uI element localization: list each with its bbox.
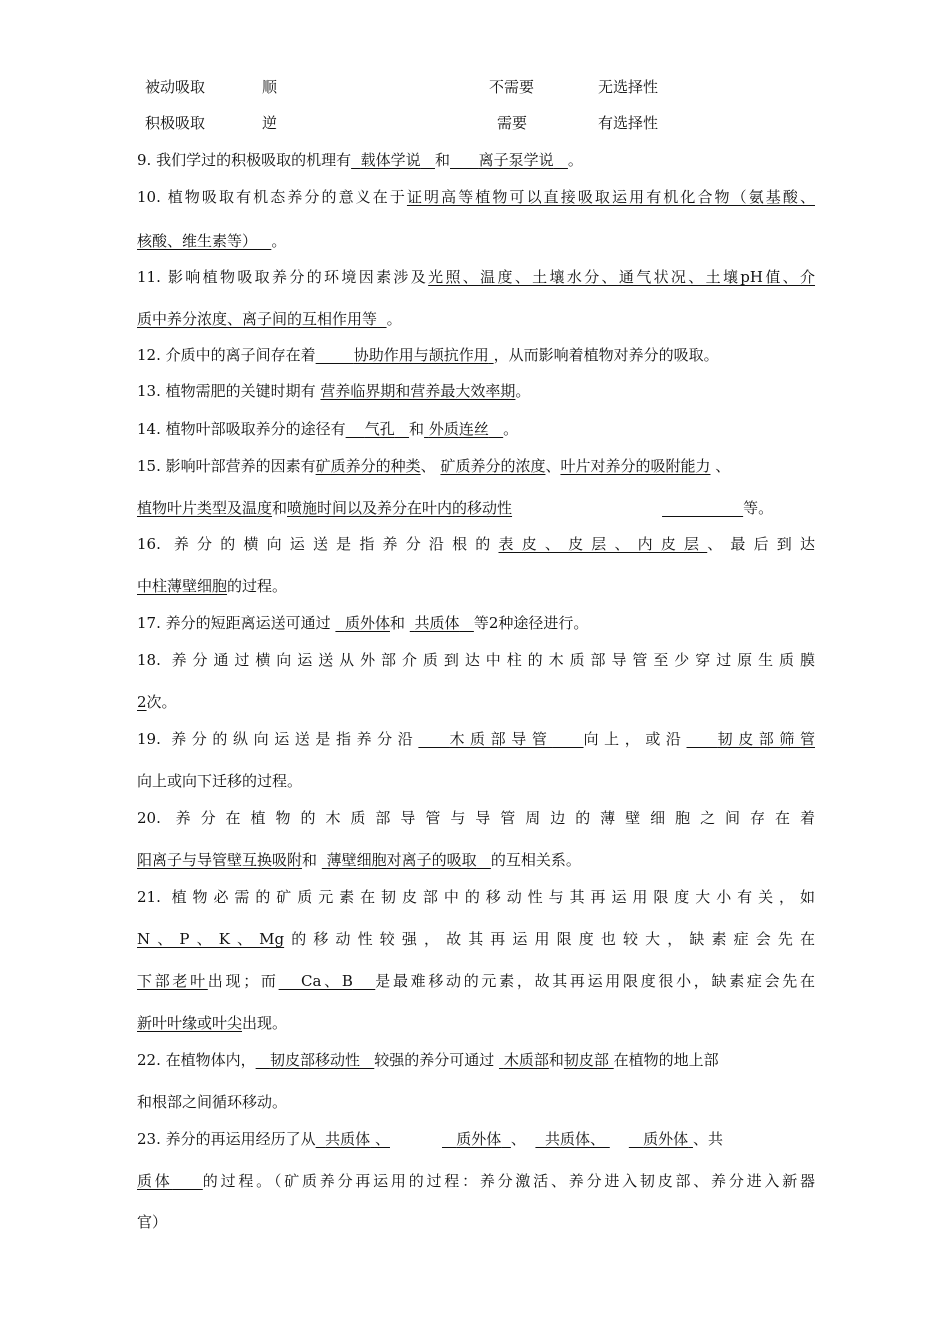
question-21-line-2: N、P、K、Mg的移动性较强，故其再运用限度也较大，缺素症会先在 [137, 930, 815, 948]
question-17: 17. 养分的短距离运送可通过 质外体和 共质体 等2种途径进行。 [137, 614, 589, 632]
question-23-line-1: 23. 养分的再运用经历了从 共质体 、 质外体 、 共质体、 质外体 、共 [137, 1130, 723, 1148]
question-10-line-1: 10. 植物吸取有机态养分的意义在于证明高等植物可以直接吸取运用有机化合物（氨基酸、 [137, 188, 815, 206]
selectivity: 无选择性 [598, 78, 659, 96]
question-19-line-1: 19. 养分的纵向运送是指养分沿 木质部导管 向上，或沿 韧皮部筛管 [137, 730, 815, 748]
question-19-line-2: 向上或向下迁移的过程。 [137, 772, 303, 790]
question-18-line-1: 18. 养分通过横向运送从外部介质到达中柱的木质部导管至少穿过原生质膜 [137, 651, 815, 669]
question-21-line-1: 21. 植物必需的矿质元素在韧皮部中的移动性与其再运用限度大小有关，如 [137, 888, 815, 906]
question-11-line-2: 质中养分浓度、离子间的互相作用等 。 [137, 310, 402, 328]
gradient-direction: 顺 [262, 78, 278, 96]
question-21-line-4: 新叶叶缘或叶尖出现。 [137, 1014, 288, 1032]
selectivity: 有选择性 [598, 114, 659, 132]
question-16-line-1: 16. 养分的横向运送是指养分沿根的表皮、皮层、内皮层、最后到达 [137, 535, 815, 553]
question-16-line-2: 中柱薄壁细胞的过程。 [137, 577, 288, 595]
question-22-line-2: 和根部之间循环移动。 [137, 1093, 288, 1111]
question-9: 9. 我们学过的积极吸取的机理有 载体学说 和 离子泵学说 。 [137, 151, 583, 169]
absorption-type: 积极吸取 [145, 114, 206, 132]
gradient-direction: 逆 [262, 114, 278, 132]
question-23-line-3: 官） [137, 1213, 168, 1231]
absorption-type: 被动吸取 [145, 78, 206, 96]
question-20-line-1: 20. 养分在植物的木质部导管与导管周边的薄壁细胞之间存在着 [137, 809, 815, 827]
question-14: 14. 植物叶部吸取养分的途径有 气孔 和 外质连丝 。 [137, 420, 519, 438]
energy-need: 不需要 [489, 78, 535, 96]
question-22-line-1: 22. 在植物体内， 韧皮部移动性 较强的养分可通过 木质部和韧皮部 在植物的地上部 [137, 1051, 719, 1069]
question-20-line-2: 阳离子与导管壁互换吸附和 薄壁细胞对离子的吸取 的互相关系。 [137, 851, 581, 869]
question-21-line-3: 下部老叶出现；而 Ca、B 是最难移动的元素，故其再运用限度很小，缺素症会先在 [137, 972, 815, 990]
question-15-line-1: 15. 影响叶部营养的因素有矿质养分的种类、 矿质养分的浓度、叶片对养分的吸附能力 、 [137, 457, 731, 475]
question-18-line-2: 2次。 [137, 693, 177, 711]
question-10-line-2: 核酸、维生素等） 。 [137, 232, 287, 250]
question-12: 12. 介质中的离子间存在着 协助作用与颉抗作用 ，从而影响着植物对养分的吸取。 [137, 346, 719, 364]
question-23-line-2: 质体 的过程。（矿质养分再运用的过程：养分激活、养分进入韧皮部、养分进入新器 [137, 1172, 815, 1190]
energy-need: 需要 [497, 114, 528, 132]
question-11-line-1: 11. 影响植物吸取养分的环境因素涉及光照、温度、土壤水分、通气状况、土壤pH值、介 [137, 268, 816, 286]
question-15-line-2: 植物叶片类型及温度和喷施时间以及养分在叶内的移动性 等。 [137, 499, 774, 517]
question-13: 13. 植物需肥的关键时期有 营养临界期和营养最大效率期。 [137, 382, 531, 400]
